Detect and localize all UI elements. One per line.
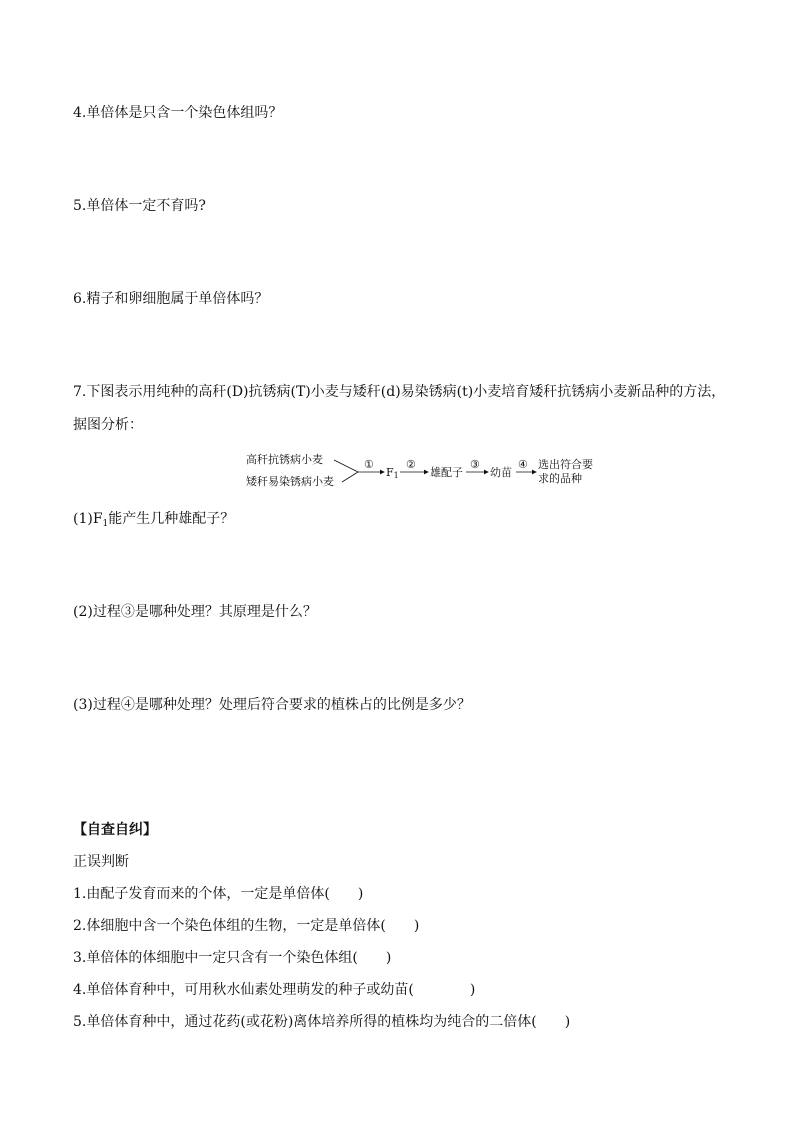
step-1-label: ① [364, 458, 374, 471]
true-false-item-5: 5.单倍体育种中，通过花药(或花粉)离体培养所得的植株均为纯合的二倍体( ) [73, 1014, 571, 1030]
sub-question-1: $(1)F_1$能产生几种雄配子？ [73, 511, 235, 529]
question-7-line-1: 7.下图表示用纯种的高秆(D)抗锈病(T)小麦与矮秆(d)易染锈病(t)小麦培育矮秆抗锈病小麦新品种的方法， [73, 384, 726, 400]
true-false-item-1: 1.由配子发育而来的个体，一定是单倍体( ) [73, 886, 364, 902]
self-check-header: 【自查自纠】 [73, 822, 157, 838]
cross-line-top [334, 460, 358, 472]
question-6: 6.精子和卵细胞属于单倍体吗？ [73, 291, 269, 307]
true-false-item-3: 3.单倍体的体细胞中一定只含有一个染色体组( ) [73, 950, 392, 966]
sub-question-2: (2)过程③是哪种处理？其原理是什么？ [73, 604, 317, 620]
step-2-label: ② [406, 458, 416, 471]
f1-label: F1 [386, 466, 399, 480]
question-5: 5.单倍体一定不育吗? [73, 198, 206, 214]
question-7-line-2: 据图分析： [73, 417, 143, 433]
question-4: 4.单倍体是只含一个染色体组吗？ [73, 105, 283, 121]
true-false-item-4: 4.单倍体育种中，可用秋水仙素处理萌发的种子或幼苗( ) [73, 982, 476, 998]
parent-short-susceptible: 矮秆易染锈病小麦 [246, 475, 334, 488]
parent-tall-resistant: 高秆抗锈病小麦 [246, 453, 323, 466]
step-3-label: ③ [470, 458, 480, 471]
sub-question-3: (3)过程④是哪种处理？处理后符合要求的植株占的比例是多少？ [73, 697, 471, 713]
true-false-item-2: 2.体细胞中含一个染色体组的生物，一定是单倍体( ) [73, 918, 420, 934]
result-line-2: 求的品种 [538, 472, 582, 485]
self-check-subheader: 正误判断 [73, 854, 129, 870]
breeding-flow-diagram [240, 450, 593, 492]
step-4-label: ④ [518, 458, 528, 471]
cross-line-bottom [342, 472, 358, 482]
seedling-label: 幼苗 [490, 466, 512, 479]
male-gamete-label: 雄配子 [430, 466, 463, 479]
result-line-1: 选出符合要 [538, 458, 593, 471]
